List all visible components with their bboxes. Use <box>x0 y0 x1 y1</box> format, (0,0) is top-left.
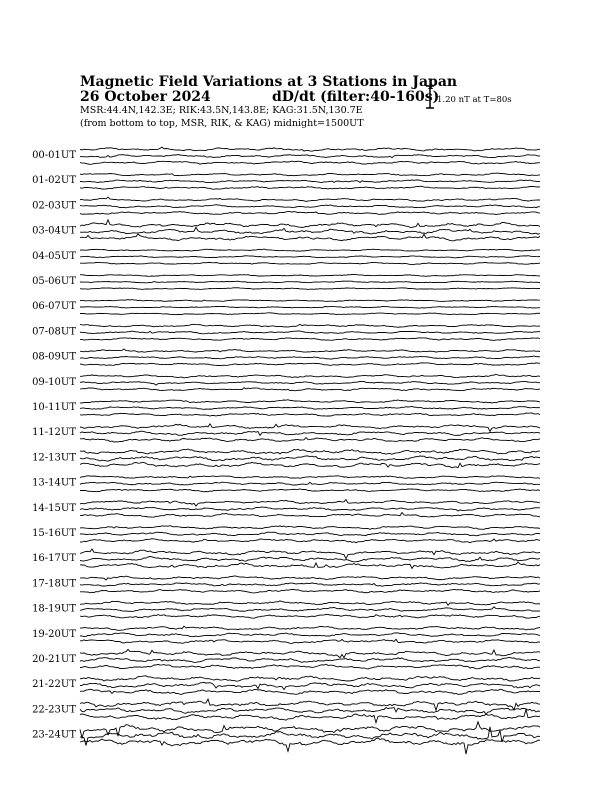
row-label: 05-06UT <box>32 276 76 287</box>
row-label: 08-09UT <box>32 351 76 363</box>
trace-kag <box>80 676 540 681</box>
trace-rik <box>80 281 540 283</box>
row-21-22ut <box>32 676 540 695</box>
row-label: 17-18UT <box>32 578 76 590</box>
trace-kag <box>80 324 540 327</box>
trace-kag <box>80 349 540 352</box>
trace-msr <box>80 313 540 315</box>
row-label: 22-23UT <box>32 704 76 716</box>
row-label: 14-15UT <box>32 502 76 514</box>
row-17-18ut <box>32 576 540 593</box>
trace-rik <box>80 607 540 612</box>
row-label: 18-19UT <box>32 603 76 615</box>
row-08-09ut <box>32 349 540 366</box>
row-label: 03-04UT <box>32 225 76 237</box>
trace-kag <box>80 275 540 277</box>
row-label: 11-12UT <box>32 427 76 439</box>
trace-rik <box>80 382 540 386</box>
trace-msr <box>80 513 540 518</box>
trace-rik <box>80 406 540 409</box>
row-label: 15-16UT <box>32 528 76 539</box>
row-label: 23-24UT <box>32 729 76 741</box>
trace-msr <box>80 539 540 543</box>
trace-rik <box>80 205 540 208</box>
trace-kag <box>80 649 540 657</box>
row-label: 09-10UT <box>32 376 76 388</box>
row-07-08ut <box>32 324 540 340</box>
trace-rik <box>80 456 540 461</box>
row-20-21ut <box>32 649 540 669</box>
station-order-note: (from bottom to top, MSR, RIK, & KAG) midnight=1500UT <box>80 118 364 129</box>
trace-rik <box>80 682 540 689</box>
row-10-11ut <box>32 400 540 416</box>
trace-rik <box>80 532 540 536</box>
row-12-13ut <box>32 449 540 468</box>
row-label: 12-13UT <box>32 452 76 464</box>
row-23-24ut <box>32 722 540 754</box>
trace-msr <box>80 738 540 754</box>
chart-title: Magnetic Field Variations at 3 Stations in Japan <box>80 74 458 90</box>
trace-kag <box>80 424 540 431</box>
chart-date: 26 October 2024 <box>80 89 211 105</box>
row-label: 13-14UT <box>32 477 76 489</box>
trace-rik <box>80 657 540 662</box>
hourly-rows <box>32 147 540 754</box>
row-18-19ut <box>32 601 540 618</box>
row-09-10ut <box>32 374 540 391</box>
trace-kag <box>80 374 540 378</box>
row-label: 19-20UT <box>32 628 76 640</box>
trace-msr <box>80 689 540 694</box>
trace-kag <box>80 173 540 176</box>
trace-kag <box>80 476 540 479</box>
row-label: 10-11UT <box>32 402 76 413</box>
row-label: 04-05UT <box>32 250 76 262</box>
row-label: 06-07UT <box>32 301 76 313</box>
trace-msr <box>80 338 540 341</box>
trace-kag <box>80 300 540 302</box>
trace-kag <box>80 220 540 228</box>
row-19-20ut <box>32 626 540 643</box>
trace-msr <box>80 212 540 215</box>
row-label: 00-01UT <box>32 150 76 161</box>
row-02-03ut <box>32 197 540 214</box>
row-13-14ut <box>32 476 540 492</box>
trace-rik <box>80 331 540 334</box>
trace-rik <box>80 306 540 308</box>
trace-kag <box>80 249 540 251</box>
scale-bar-label: 1.20 nT at T=80s <box>437 95 512 105</box>
trace-kag <box>80 626 540 630</box>
row-15-16ut <box>32 526 540 543</box>
trace-rik <box>80 507 540 511</box>
row-00-01ut <box>32 147 540 164</box>
trace-msr <box>80 288 540 290</box>
trace-msr <box>80 462 540 468</box>
trace-rik <box>80 708 540 715</box>
row-01-02ut <box>32 173 540 189</box>
row-04-05ut <box>32 249 540 264</box>
trace-kag <box>80 526 540 530</box>
trace-kag <box>80 601 540 605</box>
row-22-23ut <box>32 699 540 723</box>
trace-msr <box>80 664 540 669</box>
trace-rik <box>80 356 540 359</box>
row-14-15ut <box>32 500 540 518</box>
row-label: 07-08UT <box>32 326 76 338</box>
trace-msr <box>80 589 540 593</box>
trace-rik <box>80 557 540 562</box>
chart-quantity: dD/dt (filter:40-160s) <box>272 89 440 105</box>
trace-msr <box>80 388 540 391</box>
trace-rik <box>80 633 540 637</box>
trace-rik <box>80 227 540 234</box>
trace-kag <box>80 576 540 580</box>
trace-kag <box>80 400 540 403</box>
trace-rik <box>80 180 540 183</box>
row-16-17ut <box>32 549 540 568</box>
trace-kag <box>80 197 540 201</box>
trace-msr <box>80 413 540 416</box>
trace-rik <box>80 431 540 435</box>
row-label: 20-21UT <box>32 654 76 665</box>
row-06-07ut <box>32 300 540 315</box>
station-coordinates: MSR:44.4N,142.3E; RIK:43.5N,143.8E; KAG:31.5N,130.7E <box>80 105 363 116</box>
trace-msr <box>80 710 540 723</box>
trace-msr <box>80 234 540 241</box>
trace-rik <box>80 482 540 485</box>
trace-kag <box>80 449 540 454</box>
trace-rik <box>80 155 540 158</box>
row-label: 21-22UT <box>32 679 76 691</box>
trace-msr <box>80 262 540 264</box>
trace-kag <box>80 549 540 559</box>
row-label: 02-03UT <box>32 200 76 212</box>
row-11-12ut <box>32 424 540 442</box>
trace-msr <box>80 639 540 643</box>
trace-kag <box>80 699 540 710</box>
row-label: 16-17UT <box>32 553 76 565</box>
trace-rik <box>80 256 540 258</box>
trace-kag <box>80 500 540 506</box>
trace-msr <box>80 614 540 618</box>
trace-msr <box>80 161 540 164</box>
trace-kag <box>80 147 540 151</box>
trace-msr <box>80 438 540 443</box>
trace-msr <box>80 489 540 492</box>
row-05-06ut <box>32 275 540 290</box>
trace-rik <box>80 583 540 587</box>
row-label: 01-02UT <box>32 175 76 187</box>
row-03-04ut <box>32 220 540 241</box>
trace-msr <box>80 186 540 189</box>
trace-msr <box>80 562 540 568</box>
trace-msr <box>80 363 540 366</box>
